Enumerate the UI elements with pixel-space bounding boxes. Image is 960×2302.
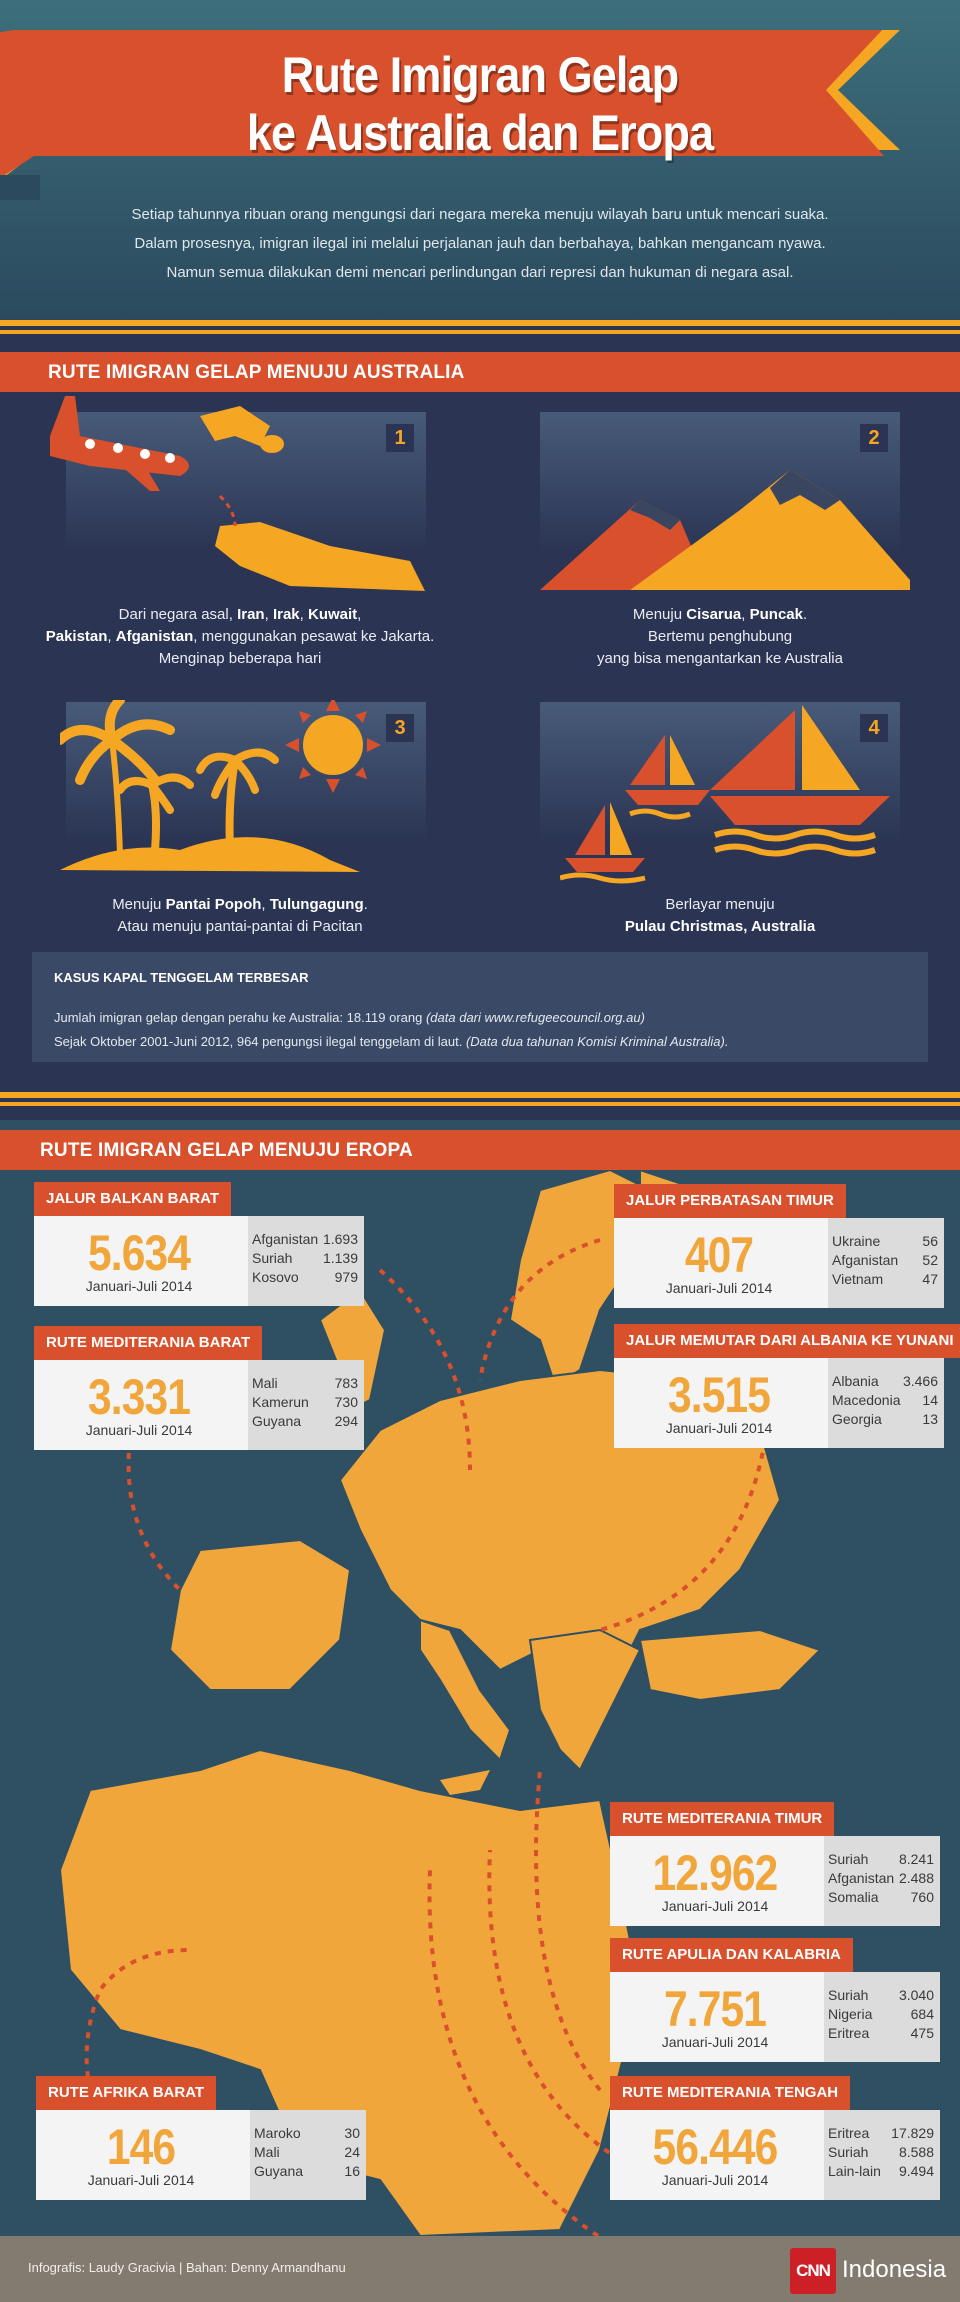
step-1-number: 1 [386,424,414,452]
route-period: Januari-Juli 2014 [87,2172,195,2188]
route-origins: Suriah 3.040 Nigeria 684 Eritrea 475 [828,1987,934,2041]
step-2-number: 2 [860,424,888,452]
route-name: RUTE MEDITERANIA TIMUR [610,1802,834,1836]
divider [0,320,960,326]
brand-name: Indonesia [842,2256,947,2283]
route-name: JALUR BALKAN BARAT [34,1182,231,1216]
divider [0,330,960,334]
route-card-afrika-barat [36,2076,366,2196]
route-origins: Ukraine 56 Afganistan 52 Vietnam 47 [832,1233,938,1287]
shipwreck-title: KASUS KAPAL TENGGELAM TERBESAR [54,970,309,985]
cnn-logo: CNN [790,2248,836,2294]
route-total: 146 [106,2119,176,2175]
route-origins: Albania 3.466 Macedonia 14 Georgia 13 [832,1373,938,1427]
shipwreck-line-1: Jumlah imigran gelap dengan perahu ke Australia: 18.119 orang (data dari www.refugeecouncil.org.au) [54,1010,645,1025]
palm-beach-icon [60,700,420,880]
sailboats-icon [560,690,900,890]
divider [0,1102,960,1106]
step-1-caption: Dari negara asal, Iran, Irak, Kuwait, Pakistan, Afganistan, menggunakan pesawat ke Jakarta. Menginap beberapa hari [45,606,435,667]
step-4-number: 4 [860,714,888,742]
route-period: Januari-Juli 2014 [85,1422,193,1438]
route-card-mediterania-timur [610,1802,940,1922]
route-total: 56.446 [652,2119,778,2175]
route-total: 7.751 [663,1981,767,2037]
route-period: Januari-Juli 2014 [665,1420,773,1436]
route-name: RUTE MEDITERANIA BARAT [34,1326,262,1360]
mountain-icon [540,460,920,592]
route-card-albania-yunani [614,1324,954,1444]
route-origins: Eritrea 17.829 Suriah 8.588 Lain-lain 9.494 [828,2125,934,2179]
route-period: Januari-Juli 2014 [661,1898,769,1914]
route-total: 5.634 [87,1225,191,1281]
plane-island-icon [30,396,430,596]
divider [0,1092,960,1098]
route-name: RUTE AFRIKA BARAT [36,2076,216,2110]
route-period: Januari-Juli 2014 [661,2034,769,2050]
step-2-caption: Menuju Cisarua, Puncak. Bertemu penghubung yang bisa mengantarkan ke Australia [597,606,843,667]
route-total: 3.331 [87,1369,191,1425]
route-origins: Afganistan 1.693 Suriah 1.139 Kosovo 979 [252,1231,358,1285]
route-card-mediterania-tengah [610,2076,940,2196]
route-total: 12.962 [652,1845,778,1901]
footer-credit: Infografis: Laudy Gracivia | Bahan: Denny Armandhanu [28,2260,346,2275]
shipwreck-line-2: Sejak Oktober 2001-Juni 2012, 964 pengungsi ilegal tenggelam di laut. (Data dua tahunan Komisi Kriminal Australia). [54,1034,729,1049]
route-name: JALUR PERBATASAN TIMUR [614,1184,846,1218]
route-card-perbatasan-timur [614,1184,944,1304]
footer [0,2236,960,2302]
route-origins: Mali 783 Kamerun 730 Guyana 294 [252,1375,358,1429]
australia-banner: RUTE IMIGRAN GELAP MENUJU AUSTRALIA [0,352,960,392]
step-3-number: 3 [386,714,414,742]
route-card-mediterania-barat [34,1326,364,1446]
route-name: JALUR MEMUTAR DARI ALBANIA KE YUNANI [614,1324,960,1358]
route-period: Januari-Juli 2014 [665,1280,773,1296]
step-4-caption: Berlayar menuju Pulau Christmas, Australia [624,896,816,935]
step-3-caption: Menuju Pantai Popoh, Tulungagung. Atau menuju pantai-pantai di Pacitan [112,896,368,935]
europe-banner: RUTE IMIGRAN GELAP MENUJU EROPA [0,1130,960,1170]
route-name: RUTE MEDITERANIA TENGAH [610,2076,850,2110]
route-total: 407 [684,1227,754,1283]
shipwreck-box [32,952,928,1062]
route-origins: Suriah 8.241 Afganistan 2.488 Somalia 760 [828,1851,934,1905]
route-total: 3.515 [667,1367,771,1423]
page-title: Rute Imigran Gelap ke Australia dan Eropa [246,47,714,161]
route-period: Januari-Juli 2014 [85,1278,193,1294]
intro-text: Setiap tahunnya ribuan orang mengungsi dari negara mereka menuju wilayah baru untuk mencari suaka. Dalam prosesnya, imigran ilegal ini melalui perjalanan jauh dan berbahaya, bahkan mengancam nyawa. Namun semua dilakukan demi mencari perlindungan dari represi dan hukuman di negara asal. [131,206,829,281]
route-name: RUTE APULIA DAN KALABRIA [610,1938,853,1972]
route-card-balkan-barat [34,1182,364,1302]
route-origins: Maroko 30 Mali 24 Guyana 16 [254,2125,360,2179]
route-period: Januari-Juli 2014 [661,2172,769,2188]
route-card-apulia-kalabria [610,1938,940,2058]
